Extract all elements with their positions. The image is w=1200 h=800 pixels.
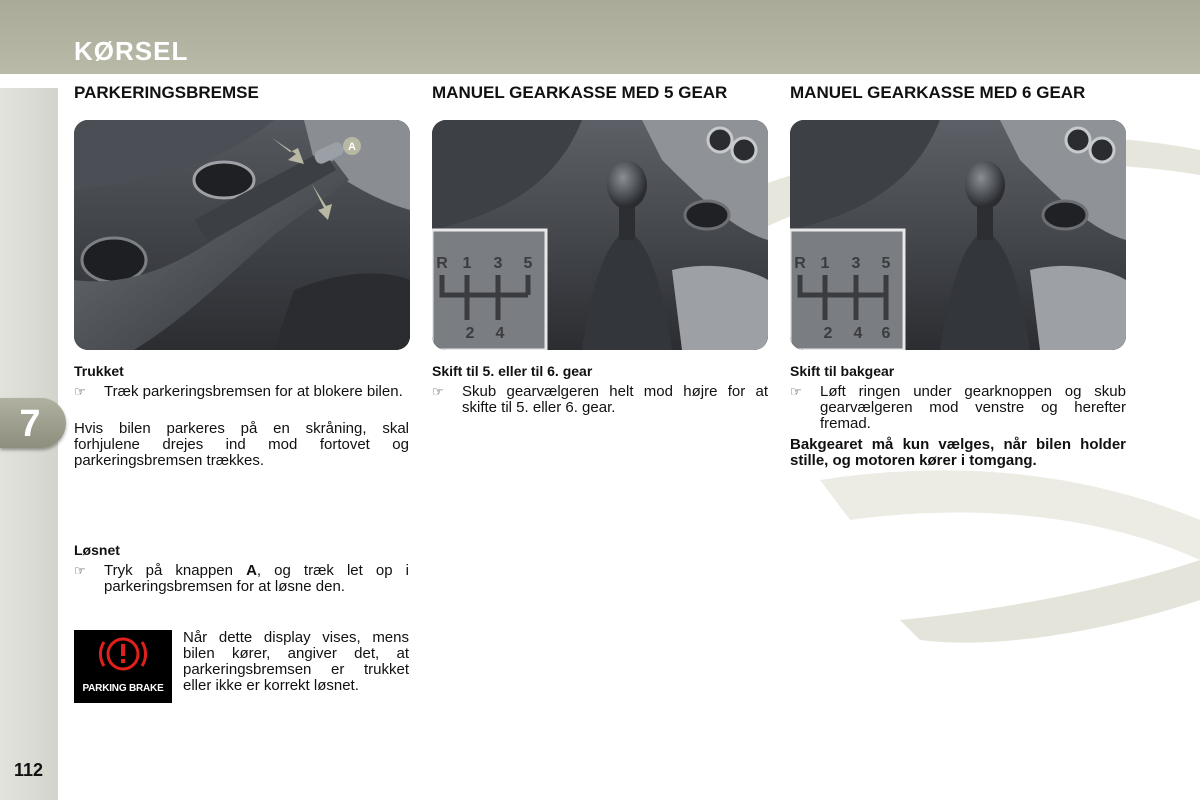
- gear6-photo: [790, 120, 1126, 350]
- trukket-bullet: ☞ Træk parkeringsbremsen for at blokere bilen.: [74, 383, 403, 400]
- brake-warning-icon: [74, 630, 172, 680]
- gear5-pattern-5: 5: [523, 255, 533, 272]
- callout-a-label: A: [348, 141, 356, 153]
- trukket-paragraph: Hvis bilen parkeres på en skråning, skal forhjulene drejes ind mod fortovet og parkeringsbremsen trækkes.: [74, 420, 409, 469]
- gear5-pattern-3: 3: [493, 255, 503, 272]
- gear5-title: MANUEL GEARKASSE MED 5 GEAR: [432, 83, 728, 102]
- trukket-heading: Trukket: [74, 363, 124, 379]
- gear6-pattern-5: 5: [881, 255, 891, 272]
- pointer-icon: ☞: [432, 384, 444, 399]
- parking-brake-display: [74, 630, 172, 703]
- gear5-bullet: ☞ Skub gearvælgeren helt mod højre for at skifte til 5. eller 6. gear.: [432, 383, 768, 416]
- warning-paragraph: Når dette display vises, mens bilen kører, angiver det, at parkeringsbremsen er trukket eller ikke er korrekt løsnet.: [183, 629, 409, 694]
- losnet-bullet: ☞ Tryk på knappen A, og træk let op i parkeringsbremsen for at løsne den.: [74, 562, 409, 595]
- gear6-pattern-r: R: [794, 255, 806, 272]
- pointer-icon: ☞: [790, 384, 802, 399]
- chapter-number: 7: [19, 403, 41, 445]
- gear6-pattern-3: 3: [851, 255, 861, 272]
- chapter-tab: [0, 398, 66, 448]
- gear6-title: MANUEL GEARKASSE MED 6 GEAR: [790, 83, 1086, 102]
- parking-brake-photo: [74, 120, 410, 350]
- pointer-icon: ☞: [74, 563, 86, 578]
- losnet-heading: Løsnet: [74, 542, 120, 558]
- parking-brake-label: PARKING BRAKE: [82, 683, 164, 694]
- reverse-gear-note: Bakgearet må kun vælges, når bilen holder stille, og motoren kører i tomgang.: [790, 436, 1126, 469]
- gear6-pattern-1: 1: [820, 255, 830, 272]
- page-title: KØRSEL: [74, 36, 189, 66]
- pointer-icon: ☞: [74, 384, 86, 399]
- gear5-pattern-1: 1: [462, 255, 472, 272]
- gear6-heading: Skift til bakgear: [790, 363, 895, 379]
- page-number: 112: [14, 760, 44, 780]
- gear5-pattern-r: R: [436, 255, 448, 272]
- gear5-pattern-2: 2: [465, 325, 475, 342]
- gear5-pattern-4: 4: [495, 325, 505, 342]
- gear6-pattern-2: 2: [823, 325, 833, 342]
- gear5-photo: [432, 120, 768, 350]
- gear6-pattern-4: 4: [853, 325, 863, 342]
- parking-brake-title: PARKERINGSBREMSE: [74, 83, 259, 102]
- gear6-pattern-6: 6: [881, 325, 891, 342]
- gear6-bullet: ☞ Løft ringen under gearknoppen og skub gearvælgeren mod venstre og herefter fremad.: [790, 383, 1126, 432]
- gear5-heading: Skift til 5. eller til 6. gear: [432, 363, 593, 379]
